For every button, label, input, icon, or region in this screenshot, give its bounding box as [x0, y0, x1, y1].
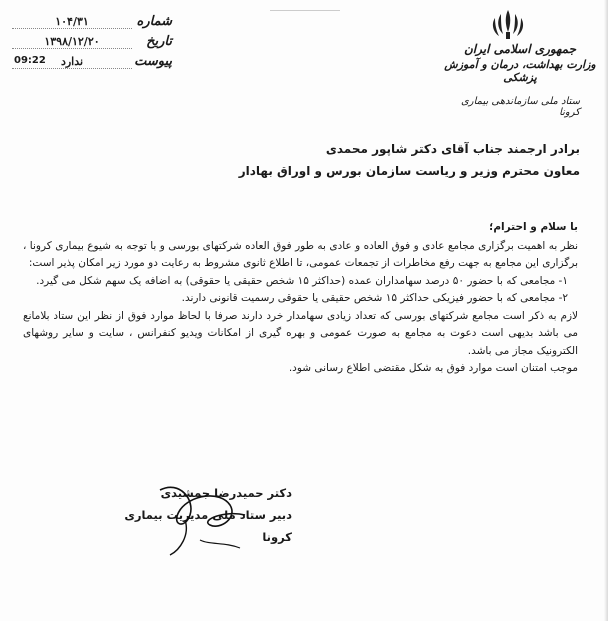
greeting: با سلام و احترام؛ [489, 221, 578, 233]
number-label: شماره [136, 14, 172, 29]
hq-title: ستاد ملی سازماندهی بیماری کرونا [460, 96, 580, 118]
date-value: ۱۳۹۸/۱۲/۲۰ [12, 35, 132, 49]
issue-time: 09:22 [14, 55, 46, 66]
date-label: تاریخ [146, 34, 172, 49]
note-paragraph: لازم به ذکر است مجامع شرکتهای بورسی که تعداد زیادی سهامدار خرد دارند صرفا با لحاظ موارد فوق از نظر این ستاد بلامانع می باشد بدیهی است دعوت به مجامع به صورت عمومی و بهره گیری از امکانات ویدیو کنفرانس ، سایت و سایر روشهای الکترونیک مجاز می باشد. [23, 309, 578, 357]
intro-paragraph: نظر به اهمیت برگزاری مجامع عادی و فوق العاده و عادی به طور فوق العاده شرکتهای بورسی و با توجه به شیوع بیماری کرونا ، برگزاری این مجامع به جهت رفع مخاطرات از تجمعات عمومی، تا اطلاع ثانوی مشروط به رعایت دو مورد زیر امکان پذیر است: [23, 239, 578, 269]
letter-body [23, 219, 578, 378]
addressee-block [20, 138, 580, 182]
ministry-title: وزارت بهداشت، درمان و آموزش پزشکی [444, 58, 596, 84]
page-edge-shadow [604, 0, 608, 621]
number-row [12, 14, 172, 34]
handwritten-signature-icon [150, 470, 260, 560]
addressee-title: معاون محترم وزیر و ریاست سازمان بورس و اوراق بهادار [238, 164, 580, 178]
republic-title: جمهوری اسلامی ایران [463, 42, 577, 56]
closing-line: موجب امتنان است موارد فوق به شکل مقتضی اطلاع رسانی شود. [288, 362, 578, 374]
ministry-header [440, 10, 600, 84]
addressee-name: برادر ارجمند جناب آقای دکتر شاپور محمدی [325, 142, 580, 156]
signatory-title: دبیر ستاد ملی مدیریت بیماری کرونا [124, 508, 292, 544]
signatory-name: دکتر حمیدرضا جمشیدی [160, 486, 292, 500]
attachment-value: ندارد [12, 55, 132, 69]
page-top-edge [270, 0, 340, 11]
condition-item-2: ۲- مجامعی که با حضور فیزیکی حداکثر ۱۵ شخص حقیقی یا حقوقی رسمیت قانونی دارند. [181, 292, 568, 304]
condition-item-1: ۱- مجامعی که با حضور ۵۰ درصد سهامداران عمده (حداکثر ۱۵ شخص حقیقی یا حقوقی) به اضافه یک سهم شکل می گیرد. [36, 274, 568, 287]
attachment-label: پیوست [134, 54, 172, 69]
number-value: ۱۰۴/۳۱ [12, 15, 132, 29]
date-row [12, 34, 172, 54]
